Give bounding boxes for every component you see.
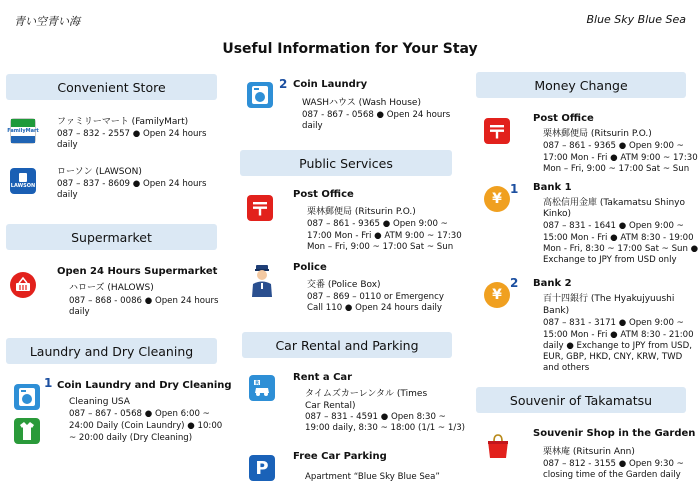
bank1-line5: Exchange to JPY from USD only [543,255,677,265]
post-office-icon [247,195,273,221]
page-title: Useful Information for Your Stay [222,41,478,57]
post-office-right-line3: Mon – Fri, 9:00 ~ 17:00 Sat ~ Sun [543,164,690,174]
post-office-right-line1: 087 – 861 - 9365 ● Open 9:00 ~ [543,141,684,151]
souvenir-name: 栗林庵 (Ritsurin Ann) [543,447,635,457]
post-office-mid-line3: Mon – Fri, 9:00 ~ 17:00 Sat ~ Sun [307,242,454,252]
police-name: 交番 (Police Box) [307,280,381,290]
section-convenient-store: Convenient Store [6,74,217,100]
bank2-line5: EUR, GBP, HKD, CNY, KRW, TWD [543,352,683,362]
brand-english: Blue Sky Blue Sea [586,13,686,26]
bank2-name: 百十四銀行 (The Hyakujyuushi [543,294,675,304]
laundry1-number: 1 [44,376,53,390]
laundry2-number: 2 [279,77,288,91]
souvenir-line2: closing time of the Garden daily [543,470,681,480]
section-supermarket: Supermarket [6,224,217,250]
milk-can-icon [15,172,31,182]
lawson-logo-text: LAWSON [10,183,36,189]
laundry1-line2: 24:00 Daily (Coin Laundry) ● 10:00 [69,421,223,431]
section-car-rental: Car Rental and Parking [242,332,452,358]
souvenir-heading: Souvenir Shop in the Garden [533,428,696,439]
supermarket-line2: daily [69,307,90,317]
parking-heading: Free Car Parking [293,451,387,462]
familymart-line1: 087 – 832 - 2557 ● Open 24 hours [57,129,207,139]
rent-car-line1: Car Rental) [305,401,356,411]
post-office-mid-line2: 17:00 Mon - Fri ● ATM 9:00 ~ 17:30 [307,231,462,241]
laundry2-name: WASHハウス (Wash House) [302,98,421,108]
supermarket-line1: 087 – 868 - 0086 ● Open 24 hours [69,296,219,306]
bank1-line3: 15:00 Mon - Fri ● ATM 8:30 - 19:00 [543,233,694,243]
rental-car-icon [249,375,275,401]
lawson-line2: daily [57,190,78,200]
bank1-name: 高松信用金庫 (Takamatsu Shinyo [543,198,685,208]
section-laundry: Laundry and Dry Cleaning [6,338,217,364]
post-office-right-heading: Post Office [533,113,594,124]
bank2-line4: daily ● Exchange to JPY from USD, [543,341,692,351]
laundry1-line3: ~ 20:00 daily (Dry Cleaning) [69,433,193,443]
parking-sign-icon: P [249,455,275,481]
supermarket-name: ハローズ (HALOWS) [69,283,154,293]
familymart-logo-icon [7,118,39,144]
bank2-number: 2 [510,276,519,290]
bank1-line4: Mon - Fri, 8:30 ~ 17:00 Sat ~ Sun ● [543,244,699,254]
svg-text:R: R [255,380,260,387]
brand-japanese: 青い空青い海 [14,15,80,28]
section-public-services: Public Services [240,150,452,176]
lawson-name: ローソン (LAWSON) [57,167,142,177]
bank1-line1: Kinko) [543,209,572,219]
washing-machine-icon [247,82,273,108]
section-money-change: Money Change [476,72,686,98]
rent-car-line3: 19:00 daily, 8:30 ~ 18:00 (1/1 ~ 1/3) [305,423,466,433]
supermarket-heading: Open 24 Hours Supermarket [57,266,218,277]
shopping-bag-icon [484,432,512,460]
police-heading: Police [293,262,327,273]
bank1-number: 1 [510,182,519,196]
lawson-logo-icon [10,168,36,194]
familymart-logo-text: FamilyMart [7,127,39,134]
yen-coin-icon: ¥ [484,282,510,308]
laundry2-line1: 087 - 867 - 0568 ● Open 24 hours [302,110,451,120]
yen-coin-icon: ¥ [484,186,510,212]
post-office-right-name: 栗林郵便局 (Ritsurin P.O.) [543,129,652,139]
post-office-mid-heading: Post Office [293,189,354,200]
shirt-icon [14,418,40,444]
post-office-mid-line1: 087 – 861 - 9365 ● Open 9:00 ~ [307,219,448,229]
shopping-basket-icon [10,272,36,298]
bank2-line6: and others [543,363,590,373]
post-office-right-line2: 17:00 Mon - Fri ● ATM 9:00 ~ 17:30 [543,153,698,163]
souvenir-line1: 087 – 812 - 3155 ● Open 9:30 ~ [543,459,684,469]
section-souvenir: Souvenir of Takamatsu [476,387,686,413]
bank2-line1: Bank) [543,306,570,316]
police-officer-icon [249,264,275,298]
bank2-line2: 087 – 831 - 3171 ● Open 9:00 ~ [543,318,684,328]
rent-car-line2: 087 – 831 - 4591 ● Open 8:30 ~ [305,412,446,422]
lawson-line1: 087 – 837 - 8609 ● Open 24 hours [57,179,207,189]
parking-name: Apartment “Blue Sky Blue Sea” [305,472,440,482]
familymart-line2: daily [57,140,78,150]
familymart-name: ファミリーマート (FamilyMart) [57,117,189,127]
washing-machine-icon [14,384,40,410]
post-office-icon [484,118,510,144]
post-office-mid-name: 栗林郵便局 (Ritsurin P.O.) [307,207,416,217]
laundry1-line1: 087 – 867 - 0568 ● Open 6:00 ~ [69,409,210,419]
laundry1-name: Cleaning USA [69,397,130,407]
police-line2: Call 110 ● Open 24 hours daily [307,303,442,313]
laundry2-heading: Coin Laundry [293,79,368,90]
laundry2-line2: daily [302,121,323,131]
rent-car-heading: Rent a Car [293,372,353,383]
bank2-heading: Bank 2 [533,278,572,289]
police-line1: 087 – 869 – 0110 or Emergency [307,292,444,302]
bank1-line2: 087 – 831 - 1641 ● Open 9:00 ~ [543,221,684,231]
laundry1-heading: Coin Laundry and Dry Cleaning [57,380,232,391]
bank1-heading: Bank 1 [533,182,572,193]
rent-car-name: タイムズカーレンタル (Times [305,389,428,399]
bank2-line3: 15:00 Mon - Fri ● ATM 8:30 - 21:00 [543,330,694,340]
